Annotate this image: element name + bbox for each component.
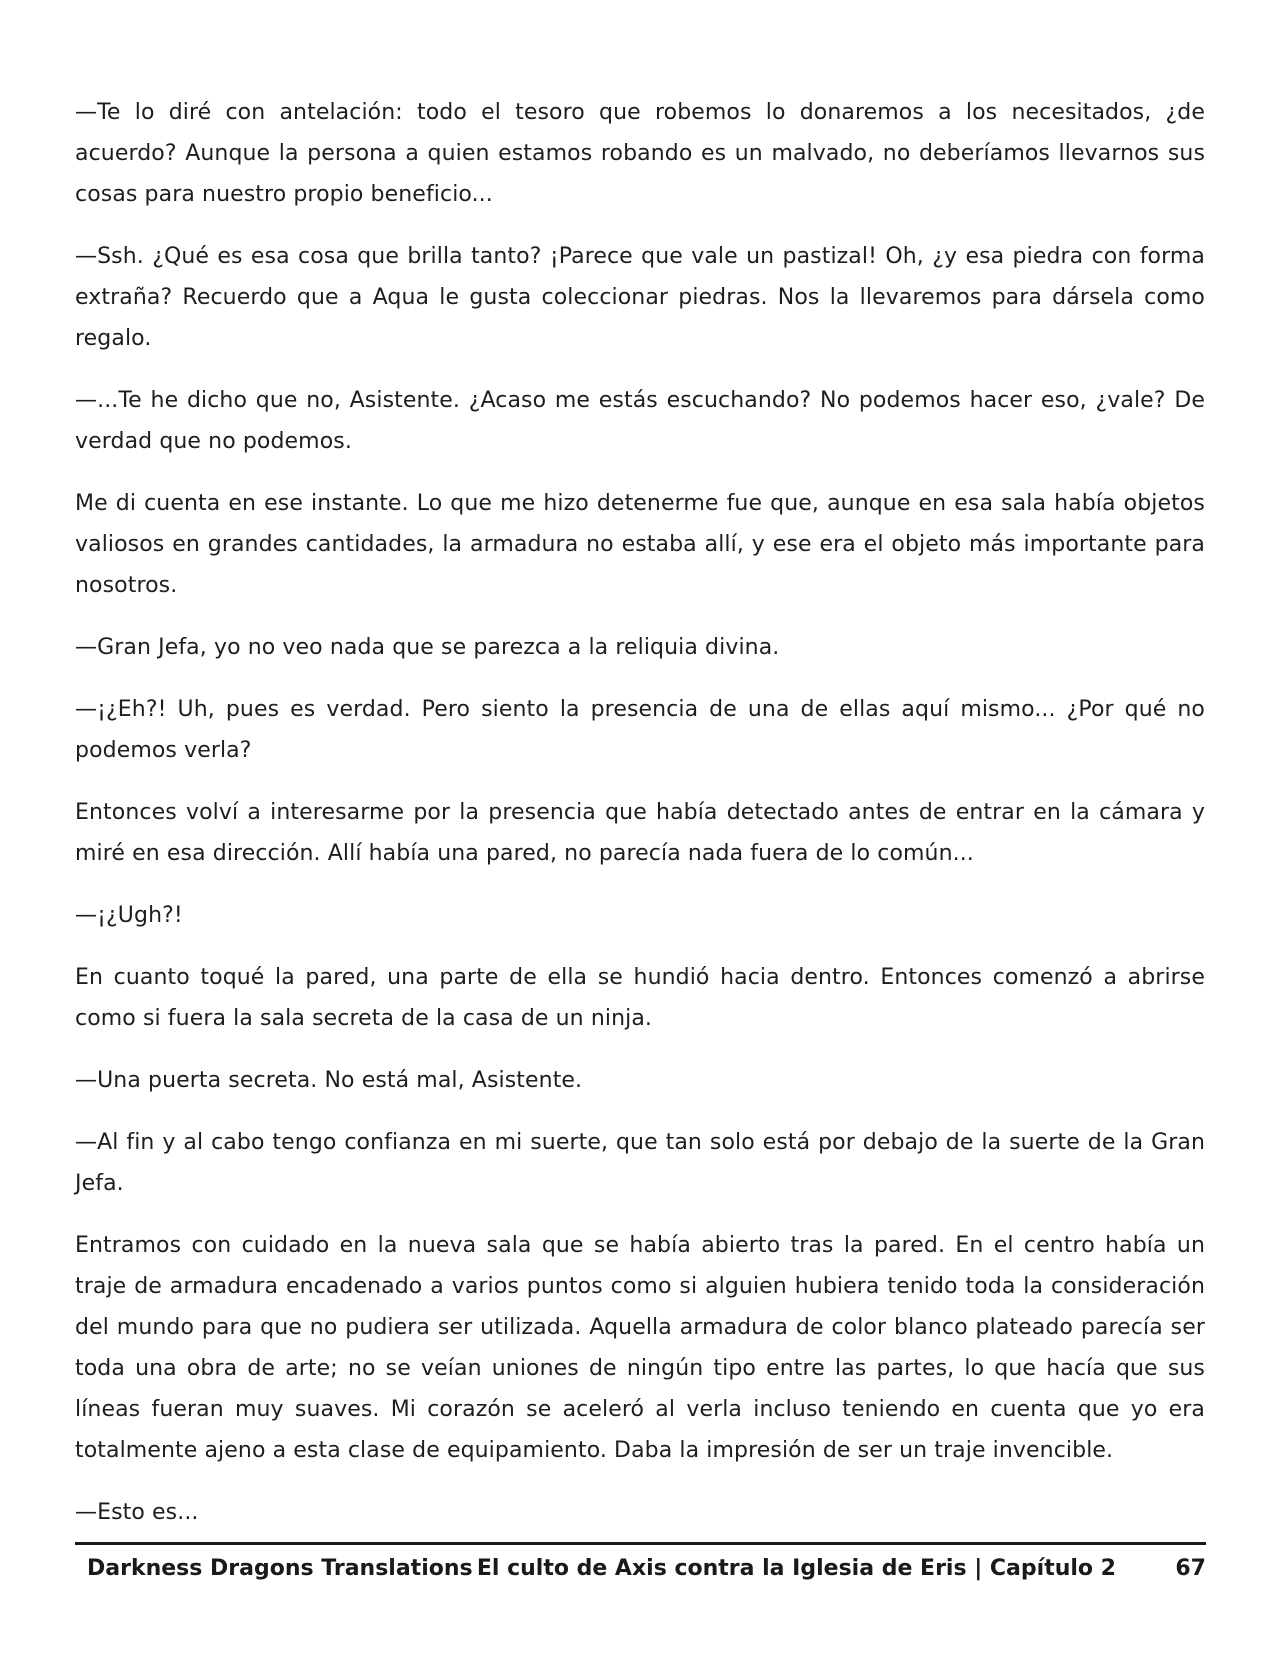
page-number: 67 [1175, 1556, 1206, 1581]
page-footer [75, 1552, 1206, 1592]
paragraph: Entonces volví a interesarme por la presencia que había detectado antes de entrar en la cámara y miré en esa dirección. Allí había una pared, no parecía nada fuera de lo común... [75, 800, 1205, 866]
paragraph: —Una puerta secreta. No está mal, Asistente. [75, 1068, 583, 1093]
footer-chapter-title: El culto de Axis contra la Iglesia de Eris | Capítulo 2 [476, 1556, 1116, 1581]
footer-divider [75, 1542, 1206, 1545]
paragraph: —Gran Jefa, yo no veo nada que se parezca a la reliquia divina. [75, 635, 780, 660]
paragraph: —Ssh. ¿Qué es esa cosa que brilla tanto? ¡Parece que vale un pastizal! Oh, ¿y esa piedra con forma extraña? Recuerdo que a Aqua le gusta coleccionar piedras. Nos la llevaremos para dársela como regalo. [75, 244, 1205, 351]
paragraph: —...Te he dicho que no, Asistente. ¿Acaso me estás escuchando? No podemos hacer eso, ¿vale? De verdad que no podemos. [75, 388, 1205, 454]
paragraph: Me di cuenta en ese instante. Lo que me hizo detenerme fue que, aunque en esa sala había objetos valiosos en grandes cantidades, la armadura no estaba allí, y ese era el objeto más importante para nosotros. [75, 491, 1205, 598]
document-body [75, 92, 1205, 1554]
paragraph: En cuanto toqué la pared, una parte de ella se hundió hacia dentro. Entonces comenzó a abrirse como si fuera la sala secreta de la casa de un ninja. [75, 965, 1205, 1031]
paragraph: Entramos con cuidado en la nueva sala que se había abierto tras la pared. En el centro había un traje de armadura encadenado a varios puntos como si alguien hubiera tenido toda la consideración del mundo para que no pudiera ser utilizada. Aquella armadura de color blanco plateado parecía ser toda una obra de arte; no se veían uniones de ningún tipo entre las partes, lo que hacía que sus líneas fueran muy suaves. Mi corazón se aceleró al verla incluso teniendo en cuenta que yo era totalmente ajeno a esta clase de equipamiento. Daba la impresión de ser un traje invencible. [75, 1233, 1205, 1463]
paragraph: —¡¿Eh?! Uh, pues es verdad. Pero siento la presencia de una de ellas aquí mismo... ¿Por qué no podemos verla? [75, 697, 1205, 763]
paragraph: —Esto es... [75, 1500, 199, 1525]
paragraph: —Te lo diré con antelación: todo el tesoro que robemos lo donaremos a los necesitados, ¿de acuerdo? Aunque la persona a quien estamos robando es un malvado, no deberíamos llevarnos sus cosas para nuestro propio beneficio... [75, 100, 1205, 207]
footer-translator-credit: Darkness Dragons Translations [87, 1556, 473, 1581]
paragraph: —Al fin y al cabo tengo confianza en mi suerte, que tan solo está por debajo de la suerte de la Gran Jefa. [75, 1130, 1205, 1196]
paragraph: —¡¿Ugh?! [75, 903, 183, 928]
